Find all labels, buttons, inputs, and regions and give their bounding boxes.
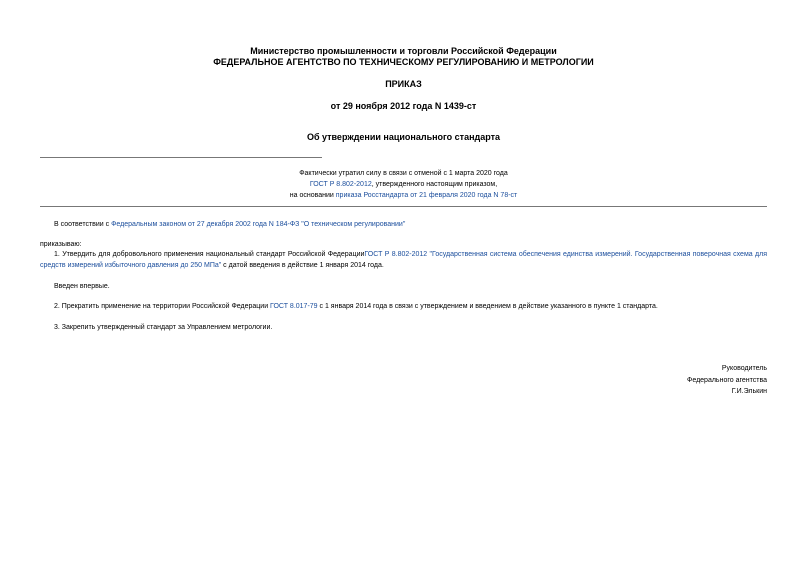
- item-3: 3. Закрепить утвержденный стандарт за Управлением метрологии.: [54, 324, 273, 331]
- status-note-line2: [0, 181, 807, 188]
- agency-name: ФЕДЕРАЛЬНОЕ АГЕНТСТВО ПО ТЕХНИЧЕСКОМУ РЕГУЛИРОВАНИЮ И МЕТРОЛОГИИ: [213, 57, 594, 67]
- ministry-name: Министерство промышленности и торговли Российской Федерации: [250, 46, 557, 56]
- item-1: [40, 250, 767, 271]
- document-date: от 29 ноября 2012 года N 1439-ст: [330, 101, 477, 111]
- item-2-tail: с 1 января 2014 года в связи с утверждением и введением в действие указанного в пункте 1 стандарта.: [317, 303, 658, 310]
- introduced-note: Введен впервые.: [54, 283, 110, 290]
- order-link-status[interactable]: приказа Росстандарта от 21 февраля 2020 года N 78-ст: [335, 192, 518, 199]
- status-note-line2-text: , утвержденного настоящим приказом,: [371, 181, 498, 188]
- preamble: [40, 220, 767, 231]
- short-divider: [40, 157, 322, 158]
- item-1-tail: с датой введения в действие 1 января 2014 года.: [221, 261, 384, 269]
- status-note-line1: Фактически утратил силу в связи с отменой с 1 марта 2020 года: [299, 170, 508, 177]
- document-type: ПРИКАЗ: [385, 79, 422, 89]
- item-2-text: 2. Прекратить применение на территории Российской Федерации: [54, 303, 271, 310]
- signature-title: Руководитель: [721, 365, 767, 372]
- gost-link-status[interactable]: ГОСТ Р 8.802-2012: [309, 181, 372, 188]
- order-word: приказываю:: [40, 241, 82, 248]
- signature-block: [687, 363, 767, 398]
- status-note-line3-text: на основании: [289, 192, 336, 199]
- signature-org: Федерального агентства: [687, 376, 767, 384]
- gost-link-item2[interactable]: ГОСТ 8.017-79: [270, 303, 318, 310]
- gost-link-item1[interactable]: ГОСТ Р 8.802-2012 "Государственная система обеспечения единства измерений. Государственная поверочная схема для средств измерений избыточного давления до 250 МПа": [40, 251, 767, 269]
- item-1-text: 1. Утвердить для добровольного применения национальный стандарт Российской Федерации: [54, 251, 365, 258]
- item-2: [40, 302, 767, 313]
- federal-law-link[interactable]: Федеральным законом от 27 декабря 2002 года N 184-ФЗ "О техническом регулировании": [111, 221, 406, 228]
- preamble-text: В соответствии с: [54, 221, 112, 228]
- signature-name: Г.И.Элькин: [731, 388, 767, 395]
- document-subject: Об утверждении национального стандарта: [306, 132, 501, 142]
- full-divider: [40, 206, 767, 207]
- status-note-line3: [0, 192, 807, 199]
